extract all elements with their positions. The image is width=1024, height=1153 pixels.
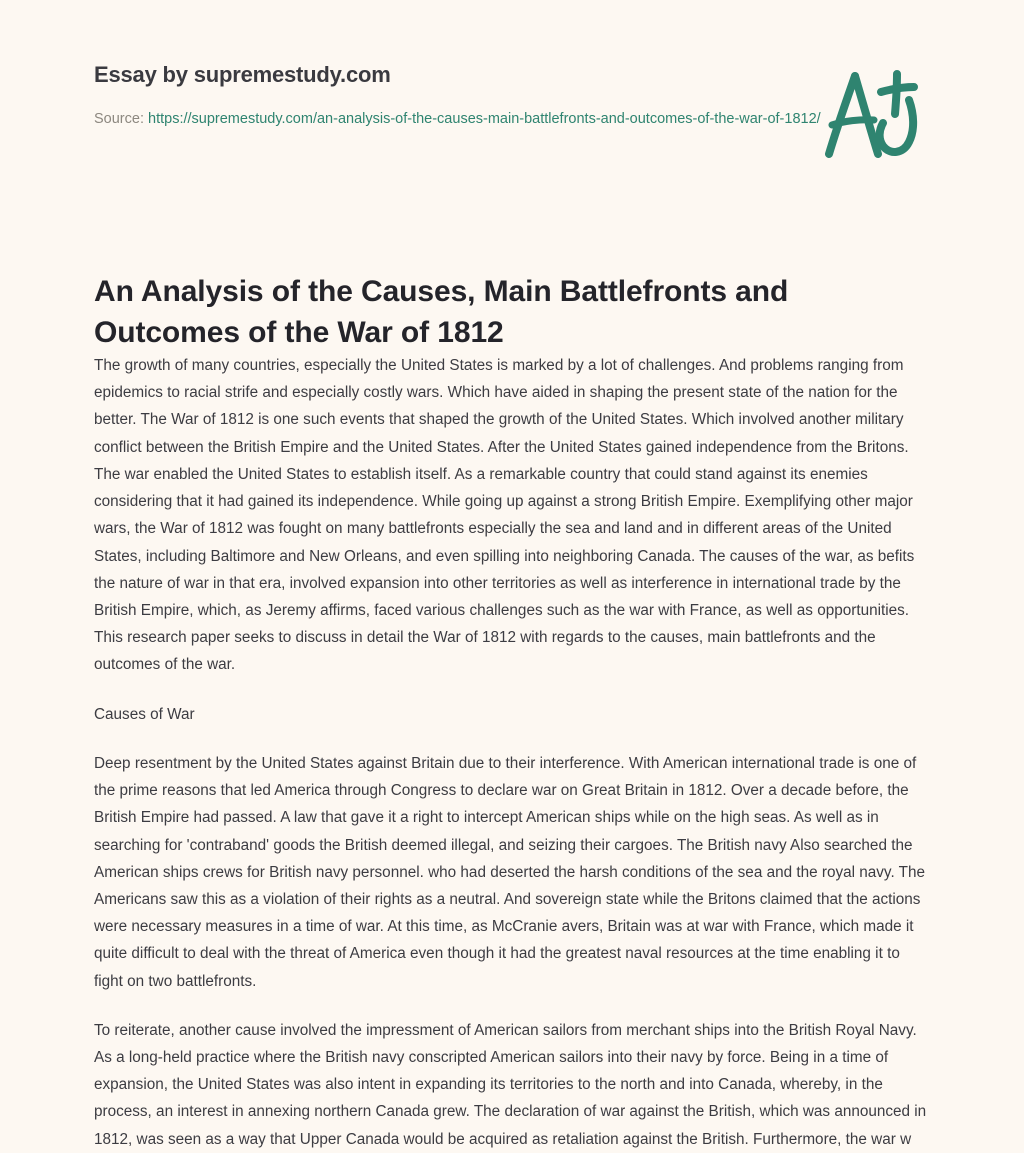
source-url-link[interactable]: https://supremestudy.com/an-analysis-of-the-causes-main-battlefronts-and-outcomes-of-the-war-of-1812/ <box>148 111 821 128</box>
paragraph-causes-impressment: To reiterate, another cause involved the impressment of American sailors from merchant ships into the British Royal Navy. As a long-held practice where the British navy conscripted American sailors into their navy by force. Being in a time of expansion, the United States was also intent in expanding its territories to the north and into Canada, whereby, in the process, an interest in annexing northern Canada grew. The declaration of war against the British, which was announced in 1812, was seen as a way that Upper Canada would be acquired as retaliation against the British. Furthermore, the war w <box>94 1021 927 1148</box>
source-label: Source: <box>94 111 144 128</box>
section-heading-causes-of-war: Causes of War <box>94 705 195 723</box>
paragraph-causes-trade: Deep resentment by the United States against Britain due to their interference. With American international trade is one of the prime reasons that led America through Congress to declare war on Great Britain in 1812. Over a decade before, the British Empire had passed. A law that gave it a right to intercept American ships while on the high seas. As well as in searching for 'contraband' goods the British deemed illegal, and seizing their cargoes. The British navy Also searched the American ships crews for British navy personnel. who had deserted the harsh conditions of the sea and the royal navy. The Americans saw this as a violation of their rights as a neutral. And sovereign state while the Britons claimed that the actions were necessary measures in a time of war. At this time, as McCranie avers, Britain was at war with France, which made it quite difficult to deal with the threat of America even though it had the greatest naval resources at the time enabling it to fight on two battlefronts. <box>94 754 926 990</box>
source-line <box>94 107 854 132</box>
page-title: An Analysis of the Causes, Main Battlefronts and Outcomes of the War of 1812 <box>94 275 789 349</box>
a-plus-logo-icon <box>818 62 930 166</box>
article-body <box>94 352 932 1153</box>
paragraph-intro: The growth of many countries, especially the United States is marked by a lot of challenges. And problems ranging from epidemics to racial strife and especially costly wars. Which have aided in shaping the present state of the nation for the better. The War of 1812 is one such events that shaped the growth of the United States. Which involved another military conflict between the British Empire and the United States. After the United States gained independence from the Britons. The war enabled the United States to establish itself. As a remarkable country that could stand against its enemies considering that it had gained its independence. While going up against a strong British Empire. Exemplifying other major wars, the War of 1812 was fought on many battlefronts especially the sea and land and in different areas of the United States, including Baltimore and New Orleans, and even spilling into neighboring Canada. The causes of the war, as befits the nature of war in that era, involved expansion into other territories as well as interference in international trade by the British Empire, which, as Jeremy affirms, faced various challenges such as the war with France, as well as opportunities. This research paper seeks to discuss in detail the War of 1812 with regards to the causes, main battlefronts and the outcomes of the war. <box>94 357 915 674</box>
brand-byline: Essay by supremestudy.com <box>94 62 391 87</box>
page-header <box>94 62 930 172</box>
